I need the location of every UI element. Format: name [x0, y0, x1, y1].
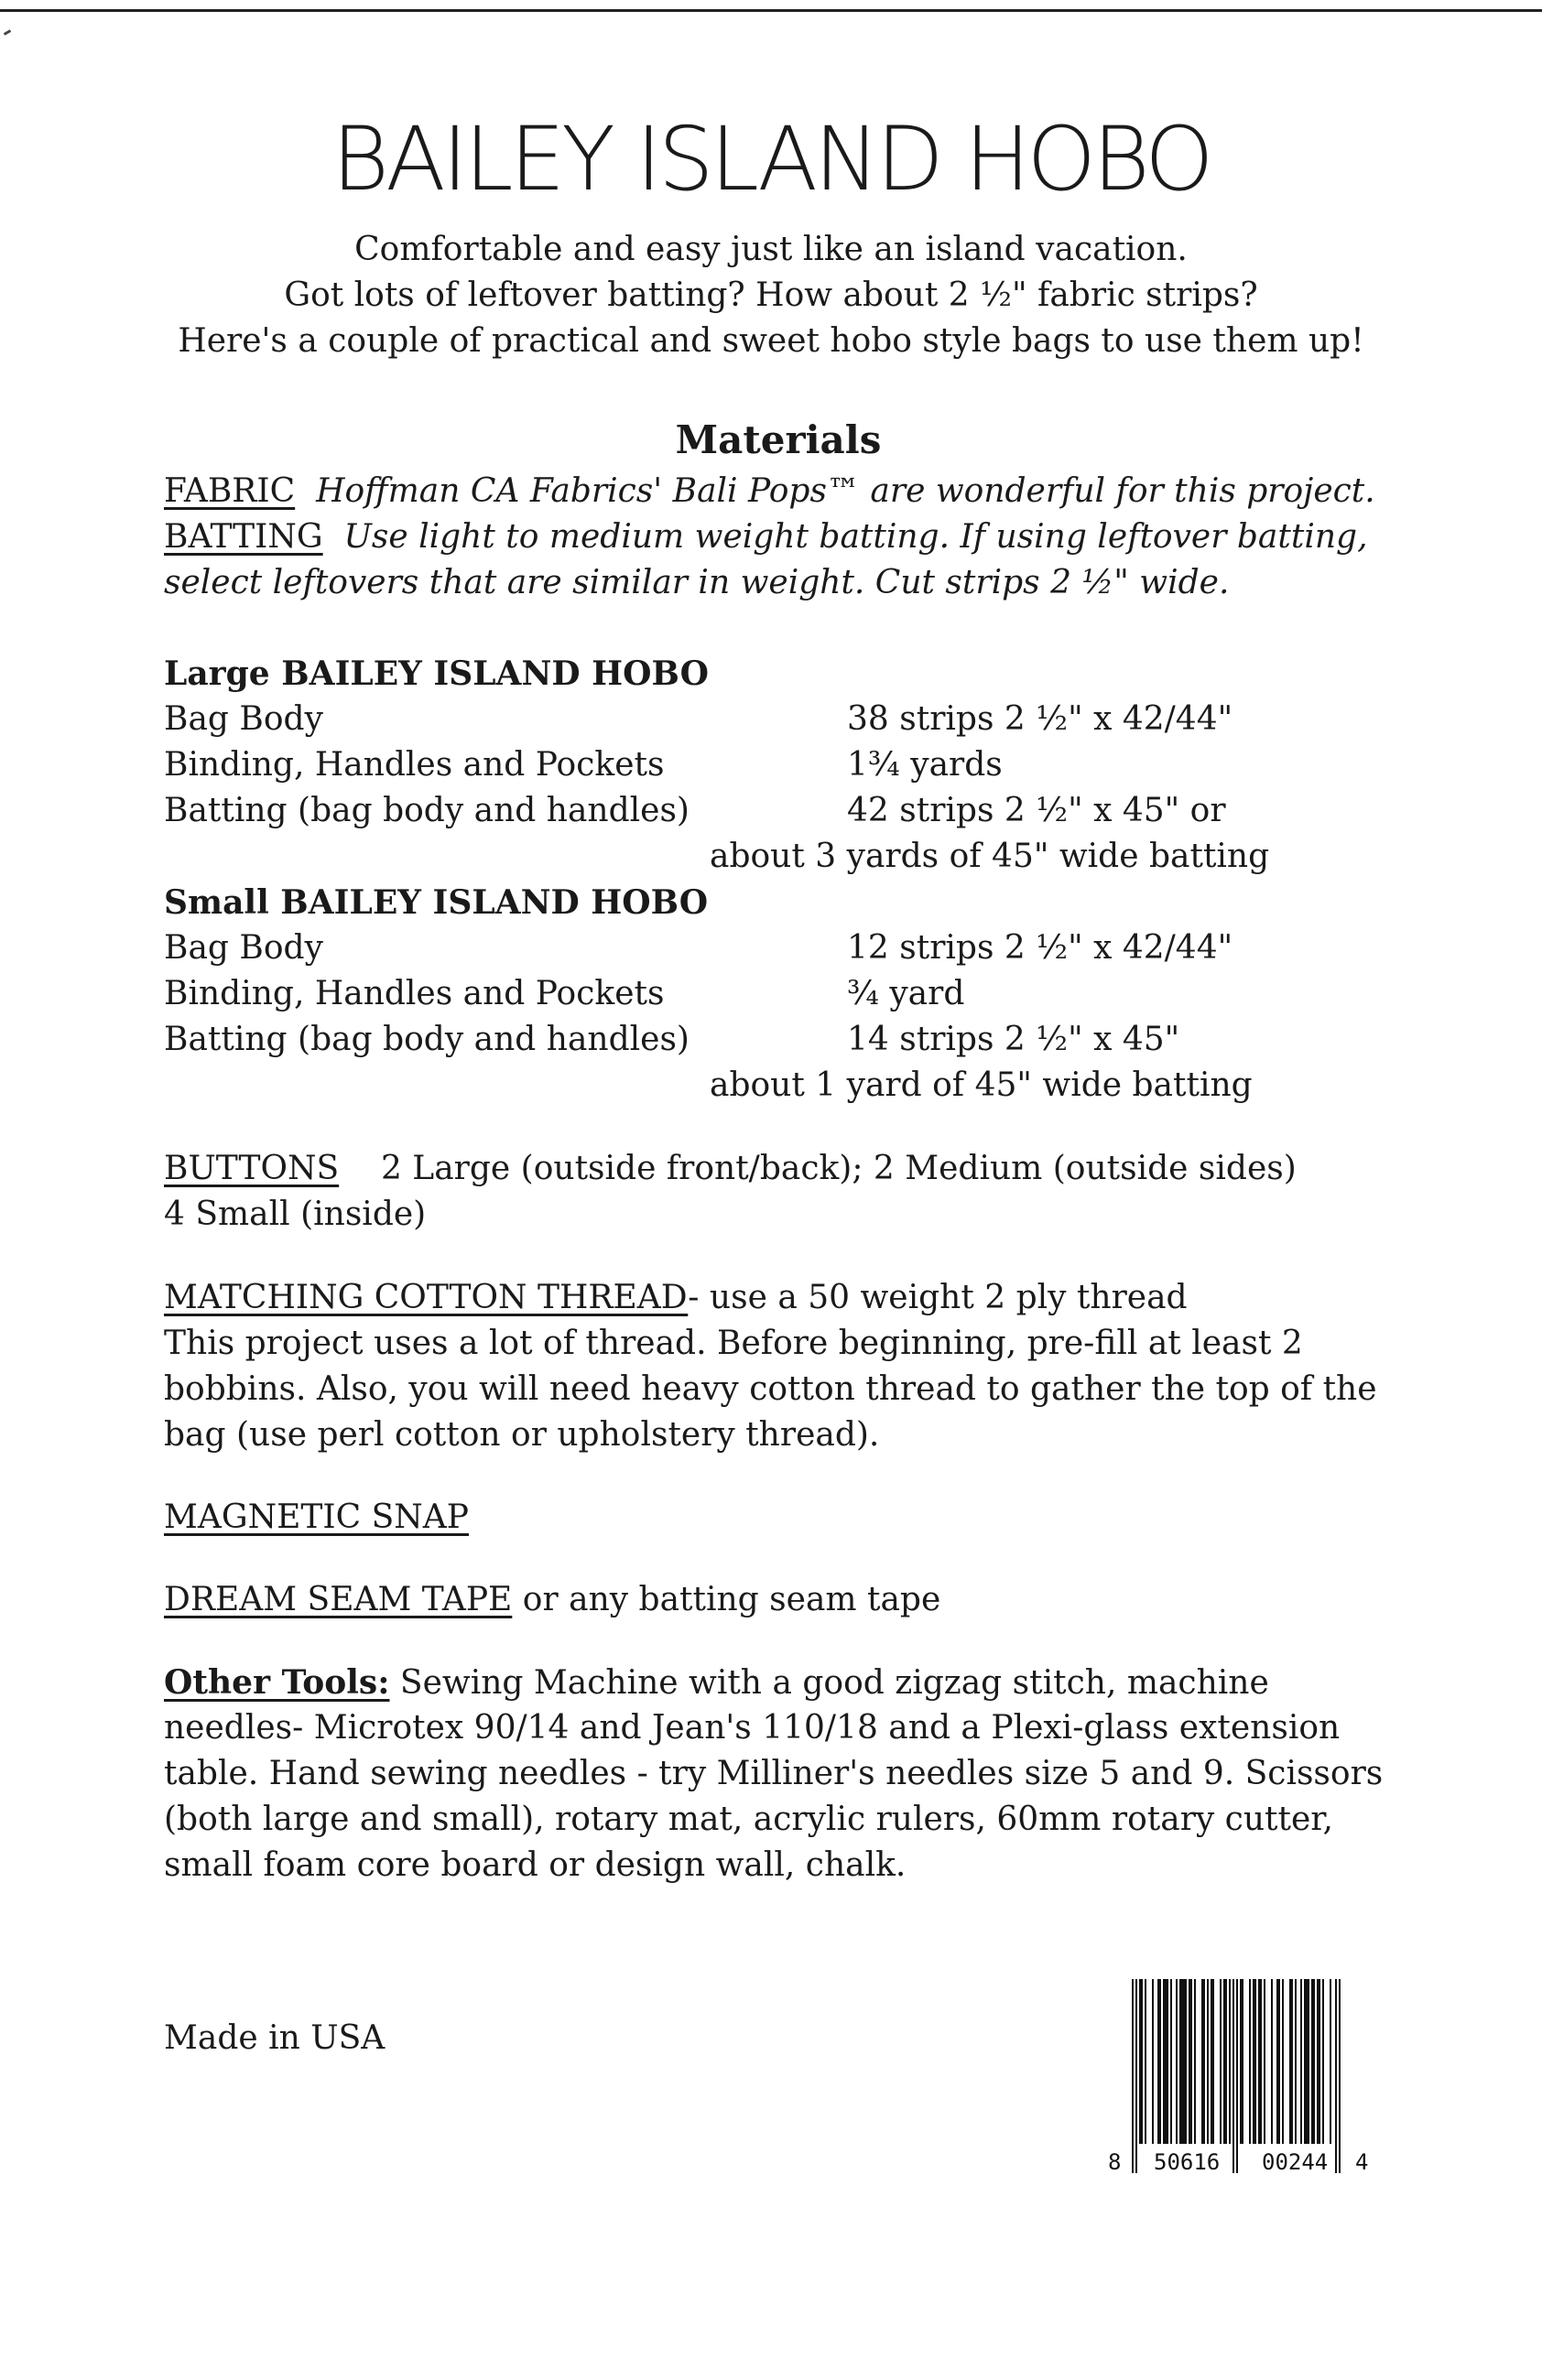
intro-line: Here's a couple of practical and sweet hobo style bags to use them up! [178, 322, 1364, 360]
thread-line [164, 1275, 1188, 1321]
barcode-guard-bar [1236, 1979, 1238, 2173]
barcode-bar [1300, 1979, 1302, 2144]
thread-text: - use a 50 weight 2 ply thread [688, 1279, 1188, 1316]
large-qty: 42 strips 2 ½" x 45" or [847, 792, 1226, 829]
other-tools-label: Other Tools: [164, 1663, 390, 1702]
other-tools-line [164, 1660, 1269, 1706]
large-heading: Large BAILEY ISLAND HOBO [164, 654, 709, 693]
large-continuation: about 3 yards of 45" wide batting [710, 838, 1270, 875]
barcode [1108, 1979, 1370, 2176]
barcode-bar [1276, 1979, 1280, 2144]
fabric-label: FABRIC [164, 472, 296, 510]
barcode-bar [1220, 1979, 1222, 2144]
buttons-text: 2 Large (outside front/back); 2 Medium (outside sides) [380, 1150, 1297, 1187]
intro [0, 227, 1542, 364]
buttons-text-2: 4 Small (inside) [164, 1195, 427, 1233]
large-qty: 1¾ yards [847, 746, 1003, 784]
materials-heading: Materials [675, 417, 882, 462]
barcode-bar [1229, 1979, 1231, 2144]
large-item: Bag Body [164, 700, 323, 738]
other-tools-text: Sewing Machine with a good zigzag stitch, machine [389, 1664, 1269, 1702]
barcode-guard-bar [1132, 1979, 1134, 2173]
barcode-bar [1311, 1979, 1315, 2144]
thread-text-line: bobbins. Also, you will need heavy cotton thread to gather the top of the [164, 1370, 1377, 1408]
thread-text-line: This project uses a lot of thread. Before beginning, pre-fill at least 2 [164, 1325, 1303, 1362]
barcode-bar [1145, 1979, 1146, 2144]
other-tools-text-line: table. Hand sewing needles - try Milliner's needles size 5 and 9. Scissors [164, 1755, 1384, 1792]
barcode-digit-first: 8 [1108, 2149, 1122, 2175]
barcode-bar [1249, 1979, 1251, 2144]
barcode-guard-bar [1233, 1979, 1234, 2173]
small-item: Binding, Handles and Pockets [164, 975, 665, 1012]
barcode-bar [1170, 1979, 1172, 2144]
barcode-digits-left: 50616 [1154, 2149, 1221, 2175]
fabric-text: Hoffman CA Fabrics' Bali Pops™ are wonderful for this project. [316, 472, 1375, 510]
barcode-bar [1304, 1979, 1309, 2144]
fabric-line [164, 469, 1375, 514]
barcode-bar [1201, 1979, 1205, 2144]
small-item: Batting (bag body and handles) [164, 1021, 690, 1058]
barcode-bars [1132, 1979, 1341, 2173]
barcode-bar [1322, 1979, 1324, 2144]
magnetic-snap-line [164, 1495, 469, 1541]
other-tools-text-line: (both large and small), rotary mat, acrylic rulers, 60mm rotary cutter, [164, 1801, 1333, 1838]
batting-line [164, 514, 1368, 560]
corner-mark [4, 29, 11, 36]
large-item: Batting (bag body and handles) [164, 792, 690, 829]
magnetic-snap-label: MAGNETIC SNAP [164, 1498, 469, 1536]
other-tools-text-line: needles- Microtex 90/14 and Jean's 110/18 and a Plexi-glass extension [164, 1709, 1341, 1747]
barcode-bar [1253, 1979, 1256, 2144]
page-title: BAILEY ISLAND HOBO [331, 108, 1211, 211]
barcode-bar [1330, 1979, 1331, 2144]
barcode-bar [1176, 1979, 1178, 2144]
barcode-bar [1271, 1979, 1273, 2144]
buttons-label: BUTTONS [164, 1150, 340, 1187]
made-in-usa: Made in USA [164, 2019, 386, 2057]
barcode-bar [1295, 1979, 1297, 2144]
batting-label: BATTING [164, 518, 323, 556]
barcode-digits-right: 00244 [1262, 2149, 1329, 2175]
barcode-bar [1152, 1979, 1154, 2144]
barcode-guard-bar [1135, 1979, 1137, 2173]
barcode-bar [1194, 1979, 1196, 2144]
small-qty: 12 strips 2 ½" x 42/44" [847, 929, 1233, 967]
seam-tape-line [164, 1577, 940, 1623]
barcode-bar [1258, 1979, 1262, 2144]
barcode-bar [1240, 1979, 1243, 2144]
small-heading: Small BAILEY ISLAND HOBO [164, 883, 709, 922]
barcode-bar [1179, 1979, 1187, 2144]
small-qty: ¾ yard [847, 975, 965, 1012]
barcode-guard-bar [1335, 1979, 1337, 2173]
barcode-bar [1157, 1979, 1161, 2144]
barcode-bar [1139, 1979, 1143, 2144]
barcode-bar [1289, 1979, 1293, 2144]
large-qty: 38 strips 2 ½" x 42/44" [847, 700, 1233, 738]
barcode-bar [1211, 1979, 1214, 2144]
intro-line: Got lots of leftover batting? How about 2 ½" fabric strips? [284, 276, 1258, 314]
seam-tape-text: or any batting seam tape [512, 1581, 941, 1618]
thread-label: MATCHING COTTON THREAD [164, 1279, 689, 1316]
other-tools-text-line: small foam core board or design wall, chalk. [164, 1846, 907, 1884]
barcode-bar [1189, 1979, 1192, 2144]
batting-text: Use light to medium weight batting. If using leftover batting, [343, 518, 1368, 556]
barcode-guard-bar [1339, 1979, 1341, 2173]
batting-text-2: select leftovers that are similar in weight. Cut strips 2 ½" wide. [164, 564, 1230, 601]
buttons-line [164, 1146, 1297, 1192]
small-qty: 14 strips 2 ½" x 45" [847, 1021, 1180, 1058]
seam-tape-label: DREAM SEAM TAPE [164, 1581, 513, 1618]
barcode-bar [1207, 1979, 1209, 2144]
barcode-bar [1163, 1979, 1168, 2144]
barcode-bar [1282, 1979, 1284, 2144]
small-item: Bag Body [164, 929, 323, 967]
small-continuation: about 1 yard of 45" wide batting [710, 1066, 1253, 1104]
barcode-bar [1223, 1979, 1227, 2144]
barcode-bar [1264, 1979, 1265, 2144]
barcode-bar [1317, 1979, 1320, 2144]
intro-line: Comfortable and easy just like an island vacation. [354, 231, 1188, 268]
thread-text-line: bag (use perl cotton or upholstery thread). [164, 1416, 880, 1454]
top-rule [0, 9, 1542, 12]
large-item: Binding, Handles and Pockets [164, 746, 665, 784]
barcode-digit-last: 4 [1355, 2149, 1369, 2175]
